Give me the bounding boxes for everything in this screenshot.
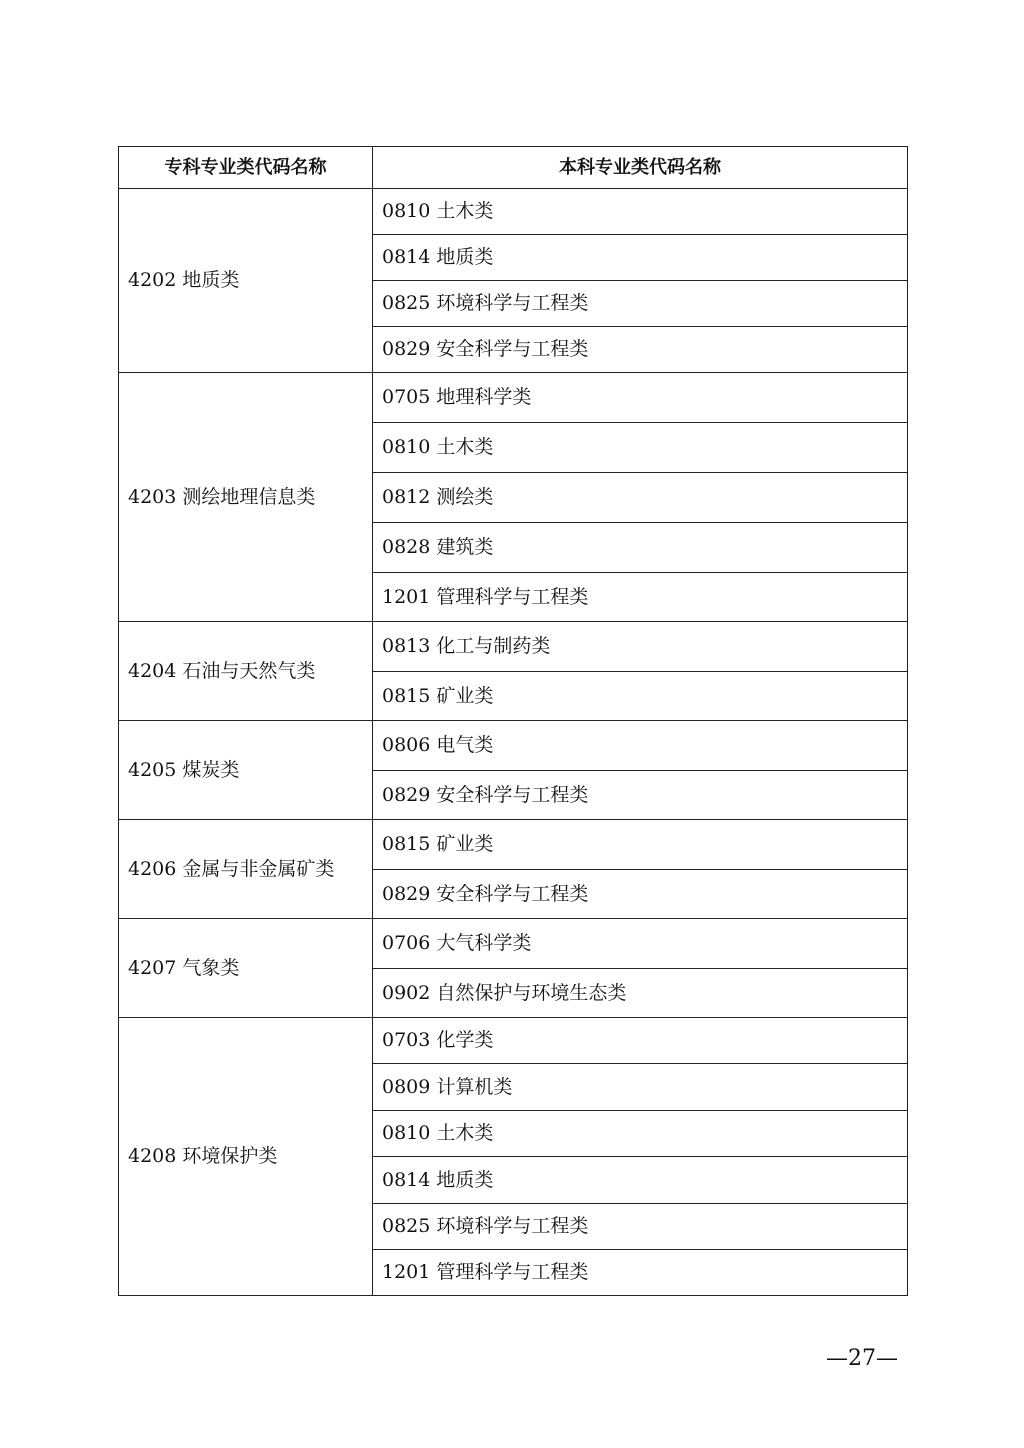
page-number: —27— — [826, 1346, 898, 1371]
table-row — [119, 622, 908, 672]
benke-cell: 0815 矿业类 — [373, 672, 908, 721]
benke-cell: 1201 管理科学与工程类 — [373, 1250, 908, 1296]
benke-cell: 0812 测绘类 — [373, 473, 908, 523]
zhuanke-cell: 4203 测绘地理信息类 — [119, 373, 373, 622]
table-row — [119, 820, 908, 870]
benke-cell: 0706 大气科学类 — [373, 919, 908, 969]
table-row — [119, 1018, 908, 1064]
benke-cell: 0810 土木类 — [373, 423, 908, 473]
benke-cell: 0825 环境科学与工程类 — [373, 1204, 908, 1250]
benke-cell: 0825 环境科学与工程类 — [373, 281, 908, 327]
table-row — [119, 189, 908, 235]
table-row — [119, 721, 908, 771]
benke-cell: 0902 自然保护与环境生态类 — [373, 969, 908, 1018]
zhuanke-cell: 4207 气象类 — [119, 919, 373, 1018]
benke-cell: 0814 地质类 — [373, 235, 908, 281]
zhuanke-cell: 4204 石油与天然气类 — [119, 622, 373, 721]
benke-cell: 0703 化学类 — [373, 1018, 908, 1064]
header-benke: 本科专业类代码名称 — [373, 147, 908, 189]
benke-cell: 0828 建筑类 — [373, 523, 908, 573]
benke-cell: 0705 地理科学类 — [373, 373, 908, 423]
table-row — [119, 373, 908, 423]
zhuanke-cell: 4208 环境保护类 — [119, 1018, 373, 1296]
zhuanke-cell: 4205 煤炭类 — [119, 721, 373, 820]
zhuanke-cell: 4206 金属与非金属矿类 — [119, 820, 373, 919]
benke-cell: 0829 安全科学与工程类 — [373, 327, 908, 373]
zhuanke-cell: 4202 地质类 — [119, 189, 373, 373]
benke-cell: 0809 计算机类 — [373, 1064, 908, 1111]
table-row — [119, 919, 908, 969]
header-zhuanke: 专科专业类代码名称 — [119, 147, 373, 189]
benke-cell: 0829 安全科学与工程类 — [373, 870, 908, 919]
benke-cell: 0806 电气类 — [373, 721, 908, 771]
benke-cell: 0815 矿业类 — [373, 820, 908, 870]
benke-cell: 0813 化工与制药类 — [373, 622, 908, 672]
benke-cell: 0810 土木类 — [373, 189, 908, 235]
benke-cell: 0829 安全科学与工程类 — [373, 771, 908, 820]
benke-cell: 0814 地质类 — [373, 1157, 908, 1204]
table-header-row — [119, 147, 908, 189]
major-mapping-table — [118, 146, 908, 1296]
benke-cell: 1201 管理科学与工程类 — [373, 573, 908, 622]
benke-cell: 0810 土木类 — [373, 1111, 908, 1157]
